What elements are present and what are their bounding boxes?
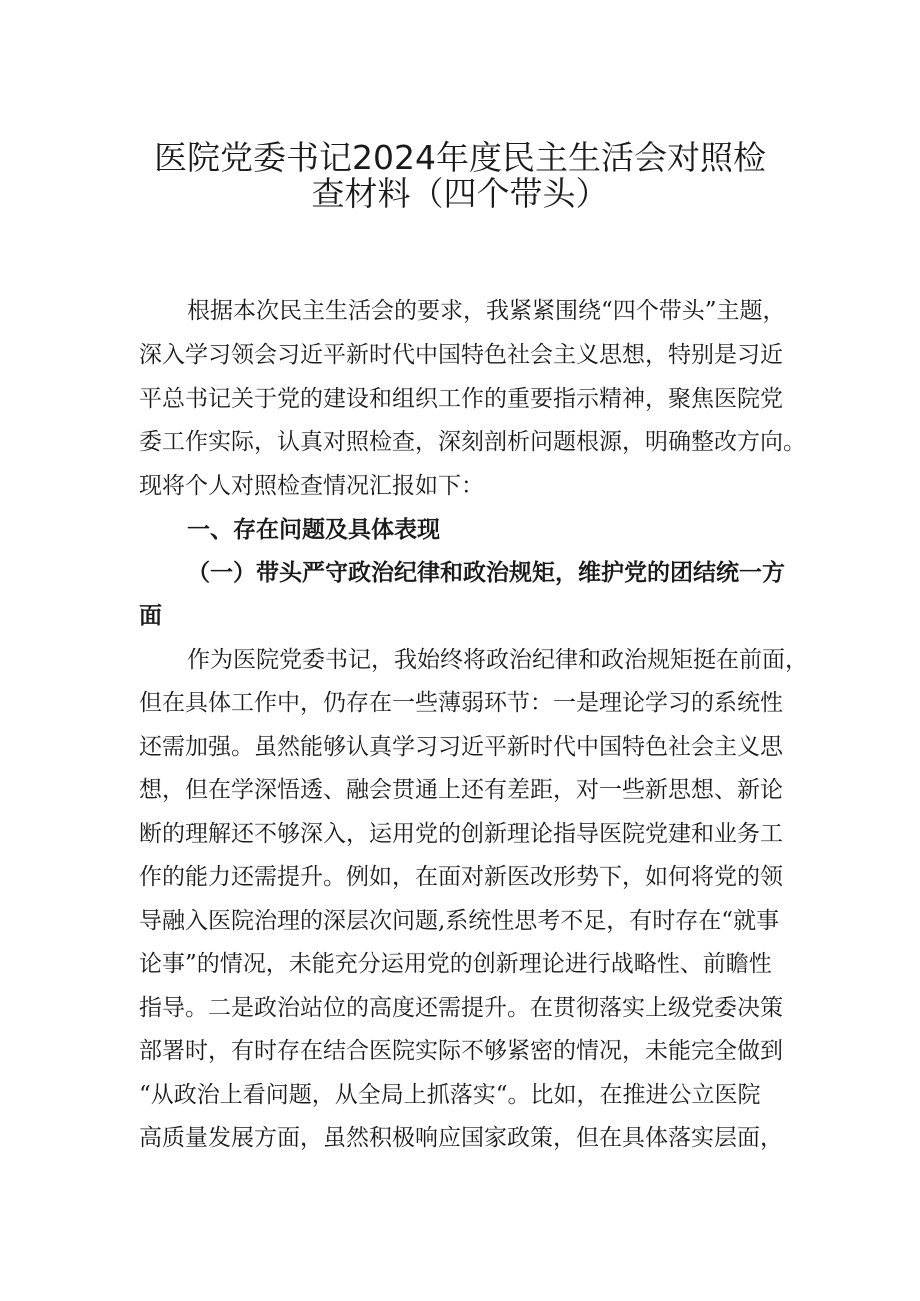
body-line-5: 断的理解还不够深入，运用党的创新理论指导医院党建和业务工: [139, 821, 783, 847]
section-heading: 一、存在问题及具体表现: [187, 517, 440, 543]
intro-line-3: 平总书记关于党的建设和组织工作的重要指示精神，聚焦医院党: [139, 386, 783, 412]
body-line-12: 高质量发展方面，虽然积极响应国家政策，但在具体落实层面，: [139, 1125, 783, 1151]
intro-line-2: 深入学习领会习近平新时代中国特色社会主义思想，特别是习近: [139, 342, 783, 368]
body-line-6: 作的能力还需提升。例如，在面对新医改形势下，如何将党的领: [139, 864, 783, 890]
body-line-3: 还需加强。虽然能够认真学习习近平新时代中国特色社会主义思: [139, 734, 783, 760]
intro-line-4: 委工作实际，认真对照检查，深刻剖析问题根源，明确整改方向。: [139, 429, 806, 455]
document-title-line-1: 医院党委书记2024年度民主生活会对照检: [154, 138, 766, 177]
body-line-4: 想，但在学深悟透、融会贯通上还有差距，对一些新思想、新论: [139, 777, 783, 803]
body-line-2: 但在具体工作中，仍存在一些薄弱环节：一是理论学习的系统性: [139, 690, 783, 716]
body-line-7: 导融入医院治理的深层次问题,系统性思考不足，有时存在“就事: [139, 908, 780, 934]
document-title-line-2: 查材料（四个带头）: [311, 174, 609, 213]
subsection-heading-line-1: （一）带头严守政治纪律和政治规矩，维护党的团结统一方: [187, 560, 785, 586]
intro-line-5: 现将个人对照检查情况汇报如下：: [139, 473, 484, 499]
body-line-8: 论事”的情况，未能充分运用党的创新理论进行战略性、前瞻性: [139, 951, 772, 977]
body-line-1: 作为医院党委书记，我始终将政治纪律和政治规矩挺在前面，: [187, 647, 808, 673]
body-line-9: 指导。二是政治站位的高度还需提升。在贯彻落实上级党委决策: [139, 995, 783, 1021]
body-line-11: “从政治上看问题，从全局上抓落实“。比如，在推进公立医院: [139, 1082, 761, 1108]
body-line-10: 部署时，有时存在结合医院实际不够紧密的情况，未能完全做到: [139, 1038, 783, 1064]
intro-line-1: 根据本次民主生活会的要求，我紧紧围绕“四个带头”主题，: [187, 298, 786, 324]
subsection-heading-line-2: 面: [139, 603, 162, 629]
